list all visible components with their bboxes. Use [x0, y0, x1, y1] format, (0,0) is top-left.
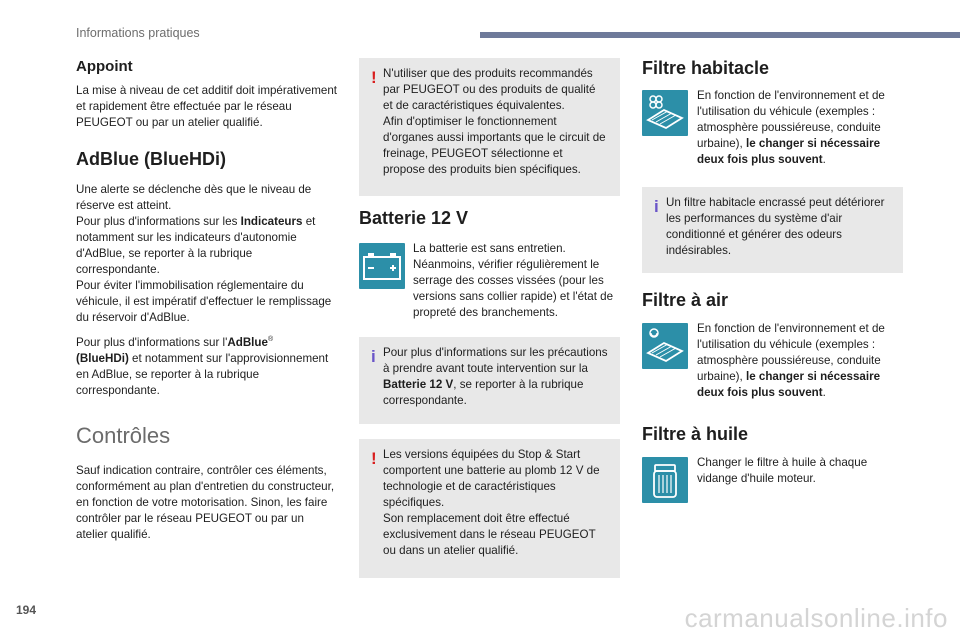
watermark: carmanualsonline.info	[684, 603, 948, 633]
filtre-huile-heading: Filtre à huile	[642, 424, 749, 444]
info-note-cabin-filter-text: Un filtre habitacle encrassé peut détériorer les performances du système d'air conditionné et générer des odeurs indésirables.	[666, 196, 885, 257]
adblue-paragraph-1	[76, 182, 338, 326]
header-accent-bar	[480, 32, 960, 38]
adblue-alert-text: Une alerte se déclenche dès que le niveau de réserve est atteint.	[76, 183, 312, 212]
battery-precautions-cont: , se reporter à la rubrique correspondante.	[383, 378, 584, 407]
habitacle-conditions-text: En fonction de l'environnement et de l'utilisation du véhicule (exemples : atmosphère poussiéreuse, conduite urbaine),	[697, 89, 885, 150]
adblue-link-text: AdBlue	[227, 335, 268, 349]
adblue-paragraph-2	[76, 332, 338, 399]
battery-icon	[359, 243, 405, 289]
warning-note-stop-start-text	[383, 447, 606, 559]
warning-note-stop-start	[359, 439, 620, 578]
filtre-air-heading: Filtre à air	[642, 290, 729, 310]
adblue-more-info-text: Pour plus d'informations sur l'	[76, 335, 228, 349]
adblue-more-info-cont: et notamment sur l'approvisionnement en AdBlue, se reporter à la rubrique correspondante.	[76, 351, 329, 397]
batterie-link-text: Batterie 12 V	[383, 378, 454, 391]
batterie-body: La batterie est sans entretien. Néanmoins, vérifier régulièrement le serrage des cosses vissées (pour les versions sans collier rapide) et l'état de propreté des branchements.	[413, 242, 614, 319]
stop-start-battery-text: Les versions équipées du Stop & Start comportent une batterie au plomb 12 V de technologie et de caractéristiques spécifiques.	[383, 448, 600, 509]
info-icon: i	[371, 347, 376, 366]
warning-note-products	[359, 58, 620, 196]
appoint-heading: Appoint	[76, 58, 133, 75]
controles-body: Sauf indication contraire, contrôler ces éléments, conformément au plan d'entretien du constructeur, en fonction de votre motorisation. Sinon, les faire contrôler par le réseau PEUGEOT ou par un atelier qualifié.	[76, 463, 335, 541]
section-title: Informations pratiques	[76, 26, 200, 40]
products-braking-text: Afin d'optimiser le fonctionnement d'organes aussi importants que le circuit de freinage, PEUGEOT sélectionne et propose des produits bien spécifiques.	[383, 115, 606, 176]
controles-heading: Contrôles	[76, 422, 171, 448]
filtre-air-body	[697, 321, 903, 401]
air-change-text: le changer si nécessaire deux fois plus souvent	[697, 370, 881, 399]
warning-icon: !	[371, 68, 377, 87]
info-note-battery-text	[383, 345, 610, 409]
bluehdi-link-text: (BlueHDi)	[76, 351, 129, 365]
warning-note-products-text	[383, 66, 606, 178]
info-note-cabin-filter	[642, 187, 903, 273]
page-number: 194	[16, 603, 37, 617]
adblue-heading: AdBlue (BlueHDi)	[76, 149, 226, 169]
filtre-huile-body: Changer le filtre à huile à chaque vidange d'huile moteur.	[697, 456, 868, 485]
indicateurs-link-text: Indicateurs	[240, 215, 303, 228]
battery-replacement-text: Son remplacement doit être effectué exclusivement dans le réseau PEUGEOT ou dans un atelier qualifié.	[383, 512, 596, 557]
filtre-habitacle-heading: Filtre habitacle	[642, 58, 770, 78]
oil-filter-icon	[642, 457, 688, 503]
adblue-info-text: Pour plus d'informations sur les	[76, 215, 241, 228]
products-recommended-text: N'utiliser que des produits recommandés par PEUGEOT ou des produits de qualité et de caractéristiques équivalentes.	[383, 67, 596, 112]
cabin-filter-icon	[642, 90, 688, 136]
registered-mark: ®	[267, 336, 274, 343]
warning-icon: !	[371, 449, 377, 468]
air-period: .	[822, 386, 826, 399]
batterie-heading: Batterie 12 V	[359, 208, 469, 228]
air-filter-icon	[642, 323, 688, 369]
info-note-battery	[359, 337, 620, 424]
battery-precautions-text: Pour plus d'informations sur les précautions à prendre avant toute intervention sur la	[383, 346, 608, 375]
info-icon: i	[654, 197, 659, 216]
adblue-immobilisation-text: Pour éviter l'immobilisation réglementaire du véhicule, il est impératif d'effectuer le remplissage du réservoir d'AdBlue.	[76, 279, 332, 324]
adblue-info-text-cont: et notamment sur les indicateurs d'autonomie d'AdBlue, se reporter à la rubrique correspondante.	[76, 215, 316, 276]
filtre-habitacle-body	[697, 88, 903, 168]
habitacle-change-text: le changer si nécessaire deux fois plus souvent	[697, 137, 881, 166]
appoint-body: La mise à niveau de cet additif doit impérativement et rapidement être effectuée par le réseau PEUGEOT ou par un atelier qualifié.	[76, 84, 338, 129]
habitacle-period: .	[822, 153, 826, 166]
air-conditions-text: En fonction de l'environnement et de l'utilisation du véhicule (exemples : atmosphère poussiéreuse, conduite urbaine),	[697, 322, 885, 383]
column-left	[76, 58, 338, 543]
